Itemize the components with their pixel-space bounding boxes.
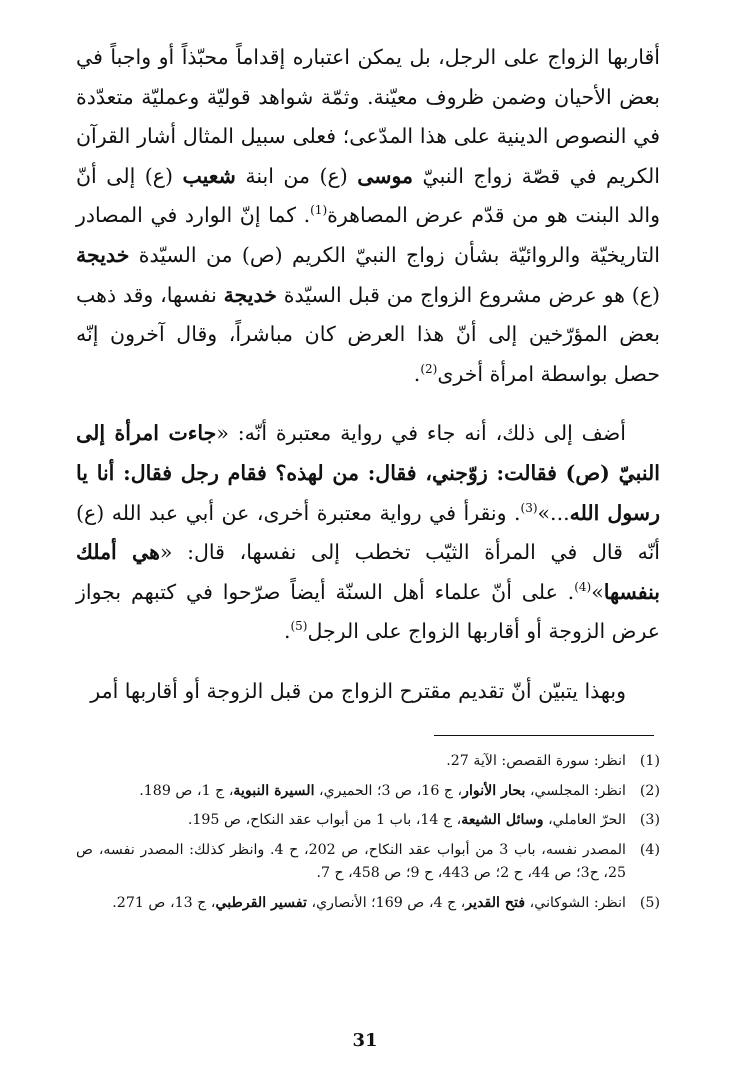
bold-name-khadija: خديجة <box>223 282 277 307</box>
text-run: . على أنّ علماء أهل السنّة أيضاً صرّحوا في كتبهم بجواز عرض الزوجة أو أقاربها الزواج على الرجل <box>76 579 660 644</box>
text-run: (ع) إلى أنّ والد البنت هو من قدّم عرض المصاهرة <box>76 163 660 228</box>
text-run: (ع) هو عرض مشروع الزواج من قبل السيّدة <box>276 282 660 307</box>
footnote-divider <box>434 735 654 736</box>
paragraph-1 <box>76 38 660 394</box>
footnote-2 <box>76 780 660 804</box>
footnote-text: ، ج 13، ص 271. <box>112 894 216 911</box>
footnote-text: ، ج 14، باب 1 من أبواب عقد النكاح، ص 195. <box>187 812 462 828</box>
book-title: بحار الأنوار <box>462 782 526 799</box>
footnote-text: الحرّ العاملي، <box>543 812 626 828</box>
text-run: . <box>413 361 421 386</box>
bold-quote-1: جاءت امرأة إلى النبيّ (ص) فقالت: زوّجني، فقال: من لهذه؟ فقام رجل فقال: أنا يا رسول الله <box>76 421 660 525</box>
footnote-1 <box>76 750 660 774</box>
text-run: أقاربها الزواج على الرجل، بل يمكن اعتباره إقداماً محبّذاً أو واجباً في بعض الأحيان وضمن ظروف معيّنة. وثمّة شواهد قوليّة وعمليّة متعدّدة في النصوص الدينية على هذا المدّعى؛ فعلى سبيل المثال أشار القرآن الكريم في قصّة زواج النبيّ <box>76 45 660 188</box>
footnote-text: ، ج 1، ص 189. <box>139 782 234 799</box>
footnote-number: (2) <box>639 782 660 799</box>
footnote-5 <box>76 892 660 916</box>
footnote-ref-3[interactable]: (3) <box>520 500 538 515</box>
bold-quote-2: هي أملك بنفسها <box>76 540 660 604</box>
footnote-text: انظر: الشوكاني، <box>525 894 626 911</box>
main-text <box>76 38 660 712</box>
footnote-text: ، ج 16، ص 3؛ الحميري، <box>314 782 463 799</box>
bold-name-musa: موسى <box>357 163 414 188</box>
text-run: ...» <box>537 500 570 525</box>
bold-name-shuayb: شعيب <box>182 163 236 188</box>
footnote-ref-1[interactable]: (1) <box>310 203 328 218</box>
book-title: السيرة النبوية <box>233 782 315 799</box>
book-title: وسائل الشيعة <box>461 812 544 828</box>
text-run: . ونقرأ في رواية معتبرة أخرى، عن أبي عبد الله (ع) أنّه قال في المرأة الثيّب تخطب إلى نفسها، قال: « <box>76 500 660 565</box>
footnotes <box>76 750 660 921</box>
paragraph-3 <box>76 672 660 712</box>
text-run: وبهذا يتبيّن أنّ تقديم مقترح الزواج من قبل الزوجة أو أقاربها أمر <box>90 678 626 703</box>
text-run: (ع) من ابنة <box>235 163 358 188</box>
footnote-ref-2[interactable]: (2) <box>420 361 438 376</box>
footnote-number: (5) <box>639 894 660 911</box>
footnote-text: انظر: سورة القصص: الآية 27. <box>446 753 626 769</box>
footnote-text: ، ج 4، ص 169؛ الأنصاري، <box>306 894 466 911</box>
footnote-3 <box>76 809 660 833</box>
book-title: فتح القدير <box>465 894 526 911</box>
footnote-text: المصدر نفسه، باب 3 من أبواب عقد النكاح، ص 202، ح 4. وانظر كذلك: المصدر نفسه، ص 25، ح3؛ ص 44، ح 2؛ ص 443، ح 9؛ ص 458، ح 7. <box>76 841 626 881</box>
paragraph-2 <box>76 414 660 652</box>
footnote-4 <box>76 839 660 886</box>
book-title: تفسير القرطبي <box>215 894 307 911</box>
text-run: . <box>283 619 291 644</box>
footnote-number: (1) <box>639 753 660 769</box>
footnote-ref-5[interactable]: (5) <box>290 619 308 634</box>
bold-name-khadija: خديجة <box>76 242 130 267</box>
footnote-number: (4) <box>639 841 660 858</box>
text-run: » <box>591 579 604 604</box>
page-number: 31 <box>352 1030 378 1051</box>
footnote-ref-4[interactable]: (4) <box>574 579 592 594</box>
text-run: . كما إنّ الوارد في المصادر التاريخيّة والروائيّة بشأن زواج النبيّ الكريم (ص) من السيّدة <box>76 203 660 267</box>
text-run: أضف إلى ذلك، أنه جاء في رواية معتبرة أنّه: « <box>216 421 626 446</box>
text-run: نفسها، وقد ذهب بعض المؤرّخين إلى أنّ هذا العرض كان مباشراً، وقال آخرون إنّه حصل بواسطة امرأة أخرى <box>76 282 660 386</box>
footnote-number: (3) <box>639 812 660 828</box>
footnote-text: انظر: المجلسي، <box>525 782 626 799</box>
